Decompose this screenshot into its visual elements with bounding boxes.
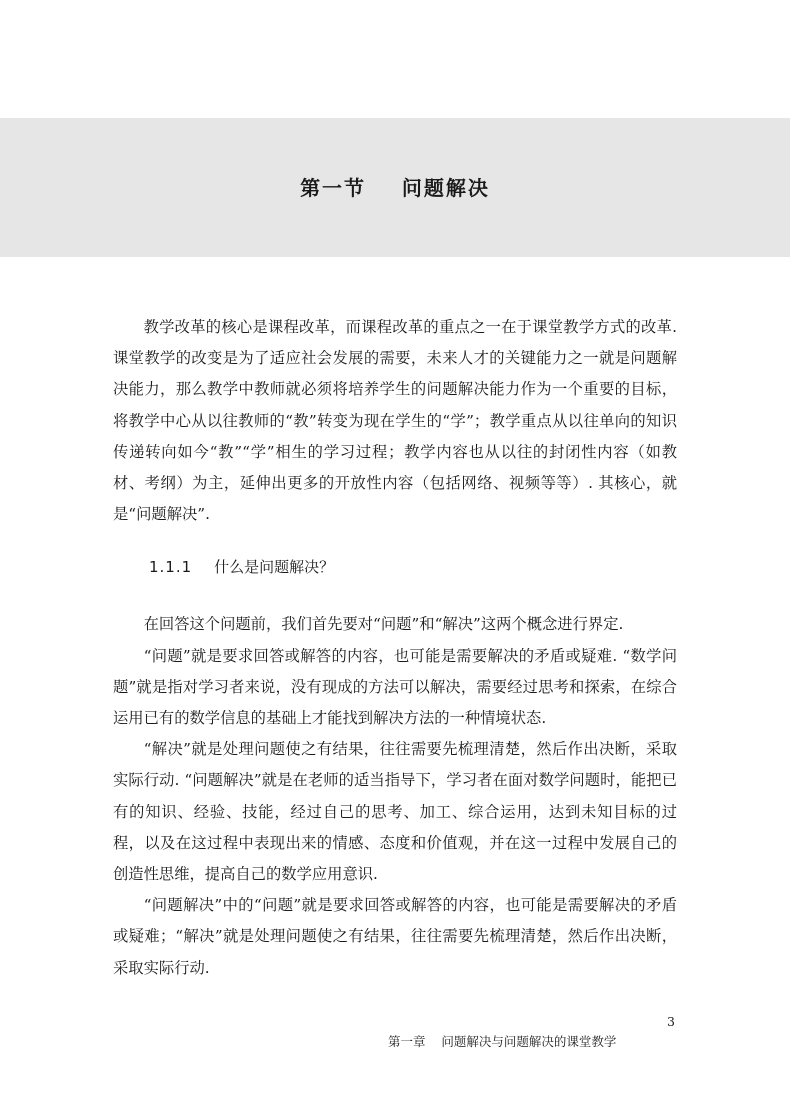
body-paragraph: “解决”就是处理问题使之有结果，往往需要先梳理清楚，然后作出决断，采取实际行动. “问题解决”就是在老师的适当指导下，学习者在面对数学问题时，能把已有的知识、经验、技能，经过自己的思考、加工、综合运用，达到未知目标的过程，以及在这过程中表现出来的情感、态度和价值观，并在这一过程中发展自己的创造性思维，提高自己的数学应用意识.	[113, 740, 677, 884]
section-title: 第一节 问题解决	[300, 176, 490, 200]
subsection-heading	[113, 552, 677, 583]
page-footer	[380, 1012, 680, 1072]
body-paragraph: “问题解决”中的“问题”就是要求回答或解答的内容，也可能是需要解决的矛盾或疑难；“解决”就是处理问题使之有结果，往往需要先梳理清楚，然后作出决断，采取实际行动.	[113, 896, 677, 977]
subsection-title: 什么是问题解决？	[214, 558, 335, 577]
page-number: 3	[667, 1014, 675, 1029]
page-body	[113, 312, 677, 984]
running-head: 第一章 问题解决与问题解决的课堂教学	[387, 1034, 617, 1049]
body-paragraph: 在回答这个问题前，我们首先要对“问题”和“解决”这两个概念进行界定.	[143, 615, 624, 634]
subsection-number: 1.1.1	[149, 558, 193, 577]
body-paragraph: “问题”就是要求回答或解答的内容，也可能是需要解决的矛盾或疑难. “数学问题”就是指对学习者来说，没有现成的方法可以解决，需要经过思考和探索，在综合运用已有的数学信息的基础上才能找到解决方法的一种情境状态.	[113, 646, 677, 728]
intro-paragraph: 教学改革的核心是课程改革，而课程改革的重点之一在于课堂教学方式的改革. 课堂教学的改变是为了适应社会发展的需要，未来人才的关键能力之一就是问题解决能力，那么教学中教师就必须将培养学生的问题解决能力作为一个重要的目标，将教学中心从以往教师的“教”转变为现在学生的“学”；教学重点从以往单向的知识传递转向如今“教”“学”相生的学习过程；教学内容也从以往的封闭性内容（如教材、考纲）为主，延伸出更多的开放性内容（包括网络、视频等等）. 其核心，就是“问题解决”.	[113, 318, 677, 524]
